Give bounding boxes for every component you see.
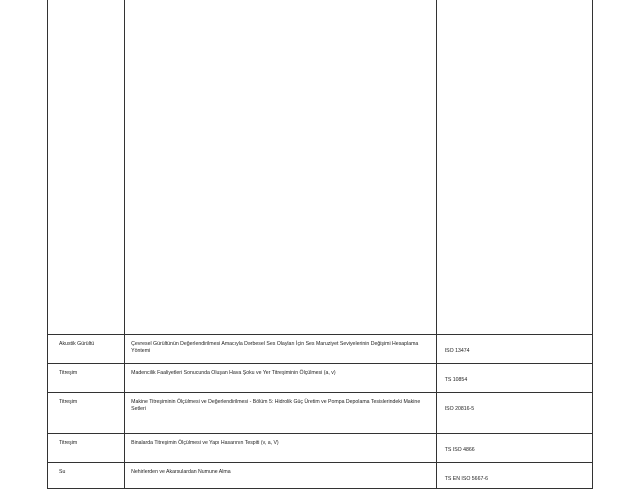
category-cell: Titreşim	[48, 364, 125, 393]
standard-cell: ISO 20816-5	[436, 393, 592, 434]
method-cell: Çevresel Gürültünün Değerlendirilmesi Amacıyla Dərbesel Ses Olayları İçin Ses Maruziyet Seviyelerinin Değişimi Hesaplama Yöntemi	[125, 335, 437, 364]
category-cell: Titreşim	[48, 434, 125, 463]
category-cell: Su	[48, 463, 125, 489]
method-cell: Madencilik Faaliyetleri Sonucunda Oluşan Hava Şoku ve Yer Titreşiminin Ölçülmesi (a, v)	[125, 364, 437, 393]
table-row	[48, 463, 593, 489]
category-cell: Titreşim	[48, 393, 125, 434]
standard-cell: ISO 13474	[436, 335, 592, 364]
standard-cell: TS ISO 4866	[436, 434, 592, 463]
method-cell: Binalarda Titreşimin Ölçülmesi ve Yapı Hasarının Tespiti (v, a, V)	[125, 434, 437, 463]
table-row	[48, 393, 593, 434]
category-cell: Akustik Gürültü	[48, 335, 125, 364]
standard-cell: TS EN ISO 5667-6	[436, 463, 592, 489]
standard-cell	[436, 0, 592, 335]
table-row	[48, 434, 593, 463]
method-cell	[125, 0, 437, 335]
category-cell	[48, 0, 125, 335]
method-cell: Makine Titreşiminin Ölçülmesi ve Değerlendirilmesi - Bölüm 5: Hidrolik Güç Üretim ve Pompa Depolama Tesislerindeki Makine Setleri	[125, 393, 437, 434]
method-cell: Nehirlerden ve Akarsulardan Numune Alma	[125, 463, 437, 489]
methods-table	[47, 0, 593, 489]
table-row	[48, 0, 593, 335]
table-row	[48, 335, 593, 364]
standard-cell: TS 10854	[436, 364, 592, 393]
table-row	[48, 364, 593, 393]
